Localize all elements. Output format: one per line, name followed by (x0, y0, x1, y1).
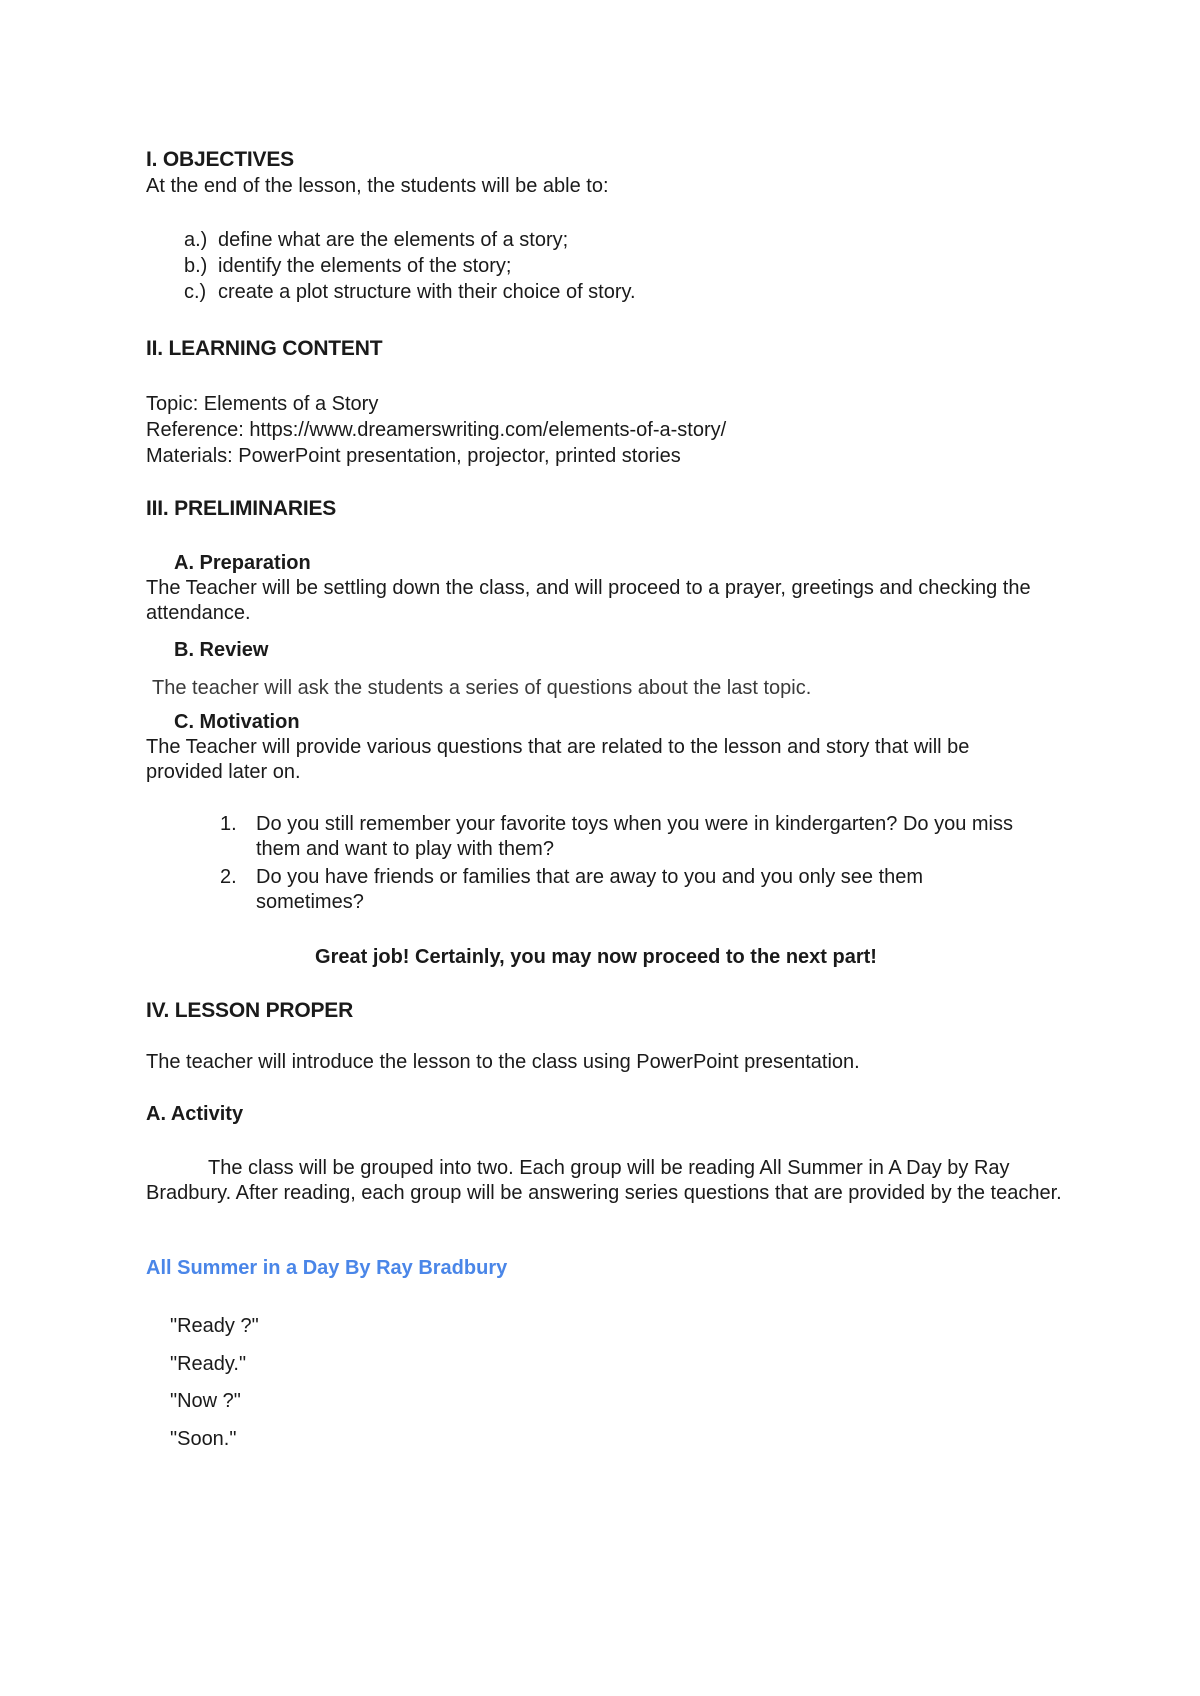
story-line: "Now ?" (170, 1390, 241, 1412)
objective-item-c (184, 280, 636, 305)
closing-message: Great job! Certainly, you may now proceed to the next part! (315, 946, 877, 968)
activity-title: A. Activity (146, 1103, 244, 1125)
list-item-text: identify the elements of the story; (218, 255, 512, 277)
list-marker: c.) (184, 281, 207, 303)
motivation-title: C. Motivation (174, 711, 300, 733)
review-text: The teacher will ask the students a series of questions about the last topic. (152, 677, 812, 699)
reference-line: Reference: https://www.dreamerswriting.com/elements-of-a-story/ (146, 419, 727, 441)
motivation-question-1 (220, 812, 1020, 862)
question-number: 2. (220, 866, 237, 888)
lesson-proper-heading: IV. LESSON PROPER (146, 999, 354, 1022)
motivation-text: The Teacher will provide various questions that are related to the lesson and story that will be provided later on. (146, 736, 970, 783)
motivation-question-2 (220, 865, 1020, 915)
activity-text: The class will be grouped into two. Each group will be reading All Summer in A Day by Ray Bradbury. After reading, each group will be answering series questions that are provided by the teacher. (146, 1157, 1062, 1204)
objectives-intro: At the end of the lesson, the students will be able to: (146, 175, 609, 197)
question-number: 1. (220, 813, 237, 835)
question-text: Do you still remember your favorite toys when you were in kindergarten? Do you miss them and want to play with them? (256, 813, 1013, 860)
question-text: Do you have friends or families that are away to you and you only see them sometimes? (256, 866, 924, 913)
review-title: B. Review (174, 639, 269, 661)
story-title: All Summer in a Day By Ray Bradbury (146, 1257, 508, 1279)
story-line: "Ready." (170, 1353, 247, 1375)
list-marker: b.) (184, 255, 208, 277)
story-line: "Soon." (170, 1428, 237, 1450)
document-page (146, 0, 1076, 1696)
learning-content-heading: II. LEARNING CONTENT (146, 337, 383, 360)
objective-item-a (184, 228, 568, 253)
topic-line: Topic: Elements of a Story (146, 393, 379, 415)
list-item-text: define what are the elements of a story; (218, 229, 569, 251)
materials-line: Materials: PowerPoint presentation, projector, printed stories (146, 445, 681, 467)
lesson-proper-intro: The teacher will introduce the lesson to the class using PowerPoint presentation. (146, 1051, 860, 1073)
objectives-heading: I. OBJECTIVES (146, 148, 294, 171)
preparation-text: The Teacher will be settling down the class, and will proceed to a prayer, greetings and checking the attendance. (146, 577, 1031, 624)
list-item-text: create a plot structure with their choice of story. (218, 281, 636, 303)
preparation-title: A. Preparation (174, 552, 311, 574)
preliminaries-heading: III. PRELIMINARIES (146, 497, 337, 520)
story-line: "Ready ?" (170, 1315, 259, 1337)
list-marker: a.) (184, 229, 208, 251)
objective-item-b (184, 254, 512, 279)
